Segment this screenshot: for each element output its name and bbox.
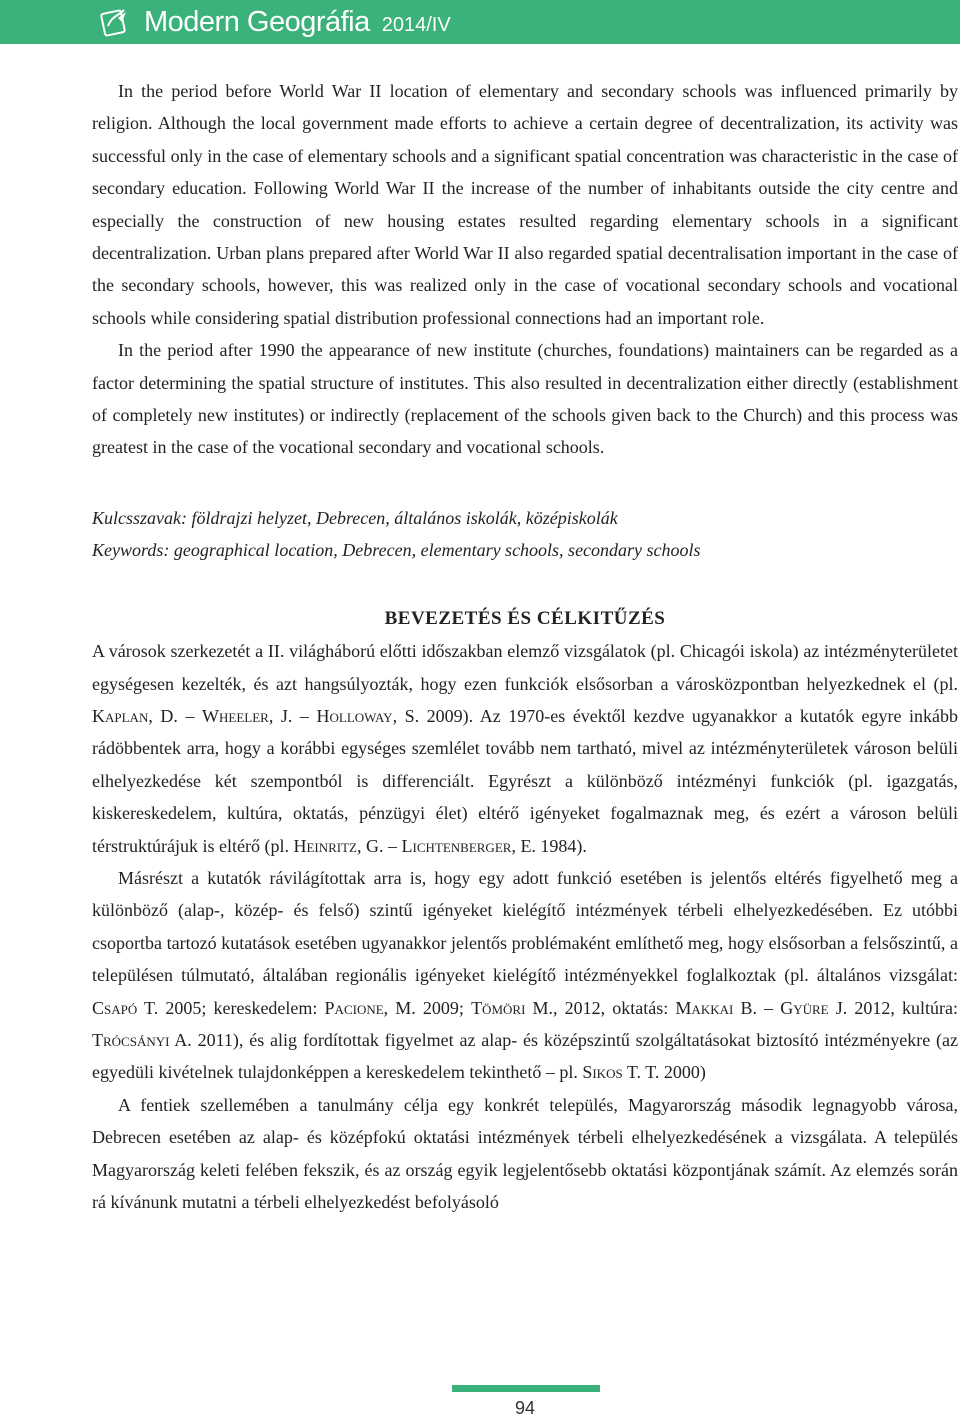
journal-header (0, 0, 960, 44)
body-paragraph: A városok szerkezetét a II. világháború előtti időszakban elemző vizsgálatok (pl. Chicagói iskola) az intézményterületet egységesen kezelték, és azt hangsúlyozták, hogy ezen funkciók elsősorban a városközpontban helyezkednek el (pl. Kaplan, D. – Wheeler, J. – Holloway, S. 2009). Az 1970-es évektől kezdve ugyanakkor a kutatók egyre inkább rádöbbentek arra, hogy a korábbi egységes szemlélet tovább nem tartható, mivel az intézményterületek városon belüli elhelyezkedése két szempontból is differenciált. Egyrészt a különböző intézményi funkciók (pl. igazgatás, kiskereskedelem, kultúra, oktatás, pénzügyi élet) eltérő igényeket fogalmaznak meg, és ezért a városon belüli térstruktúrájuk is eltérő (pl. Heinritz, G. – Lichtenberger, E. 1984). (92, 641, 958, 856)
body-paragraph: A fentiek szellemében a tanulmány célja egy konkrét település, Magyarország második legnagyobb városa, Debrecen esetében az alap- és középfokú oktatási intézmények térbeli elhelyezkedésének a vizsgálata. A település Magyarország keleti felében fekszik, és az ország egyik legjelentősebb oktatási központjának számít. Az elemzés során rá kívánunk mutatni a térbeli elhelyezkedést befolyásoló (92, 1094, 958, 1212)
author-name: Holloway (316, 705, 393, 726)
author-name: Trócsányi (92, 1029, 170, 1050)
footer-accent-bar (452, 1385, 600, 1392)
author-name: Lichtenberger (401, 835, 512, 856)
author-name: Wheeler (202, 705, 269, 726)
author-name: Heinritz (293, 835, 357, 856)
keywords-block (92, 502, 958, 567)
author-name: Tömöri (471, 997, 526, 1018)
section-title: BEVEZETÉS ÉS CÉLKITŰZÉS (384, 607, 666, 629)
abstract-paragraph: In the period after 1990 the appearance of new institute (churches, foundations) maintainers can be regarded as a factor determining the spatial structure of institutes. This also resulted in decentralization either directly (establishment of completely new institutes) or indirectly (replacement of the schools given back to the Church) and this process was greatest in the case of the vocational secondary and vocational schools. (92, 340, 958, 458)
abstract-paragraph: In the period before World War II location of elementary and secondary schools was influenced primarily by religion. Although the local government made efforts to achieve a certain degree of decentralization, its activity was successful only in the case of elementary schools and a significant spatial concentration was characteristic in the case of secondary education. Following World War II the increase of the number of inhabitants outside the city centre and especially the construction of new housing estates resulted regarding elementary schools in a significant decentralization. Urban plans prepared after World War II also regarded spatial decentralisation important in the case of the secondary schools, however, this was realized only in the case of vocational secondary schools and vocational schools while considering spatial distribution professional connections had an important role. (92, 81, 958, 328)
author-name: Sikos (582, 1062, 623, 1083)
journal-logo-icon (100, 6, 130, 38)
author-name: Kaplan (92, 705, 149, 726)
page-number: 94 (514, 1398, 536, 1418)
author-name: Csapó (92, 997, 138, 1018)
keywords-hungarian: Kulcsszavak: földrajzi helyzet, Debrecen, általános iskolák, középiskolák (92, 507, 618, 528)
author-name: Pacione (324, 997, 384, 1018)
author-name: Gyüre (780, 997, 829, 1018)
issue-number: 2014/IV (381, 13, 451, 36)
author-name: Makkai (675, 997, 734, 1018)
article-body (92, 75, 958, 1218)
body-paragraph: Másrészt a kutatók rávilágítottak arra is, hogy egy adott funkció esetében is jelentős eltérés figyelhető meg a különböző (alap-, közép- és felső) szintű igényeket kielégítő intézmények térbeli elhelyezkedésében. Ez utóbbi csoportba tartozó kutatások esetében ugyanakkor jelentős problémaként említhető meg, hogy elsősorban a felsőszintű, a településen túlmutató, általában regionális igényeket kielégítő intézményekkel foglalkoztak (pl. általános vizsgálat: Csapó T. 2005; kereskedelem: Pacione, M. 2009; Tömöri M., 2012, oktatás: Makkai B. – Gyüre J. 2012, kultúra: Trócsányi A. 2011), és alig fordítottak figyelmet az alap- és középszintű szolgáltatásokat biztosító intézményekre (az egyedüli kivételnek tulajdonképpen a kereskedelem tekinthető – pl. Sikos T. T. 2000) (92, 867, 958, 1083)
keywords-english: Keywords: geographical location, Debrecen, elementary schools, secondary schools (92, 540, 701, 561)
journal-name: Modern Geográfia (144, 5, 370, 38)
